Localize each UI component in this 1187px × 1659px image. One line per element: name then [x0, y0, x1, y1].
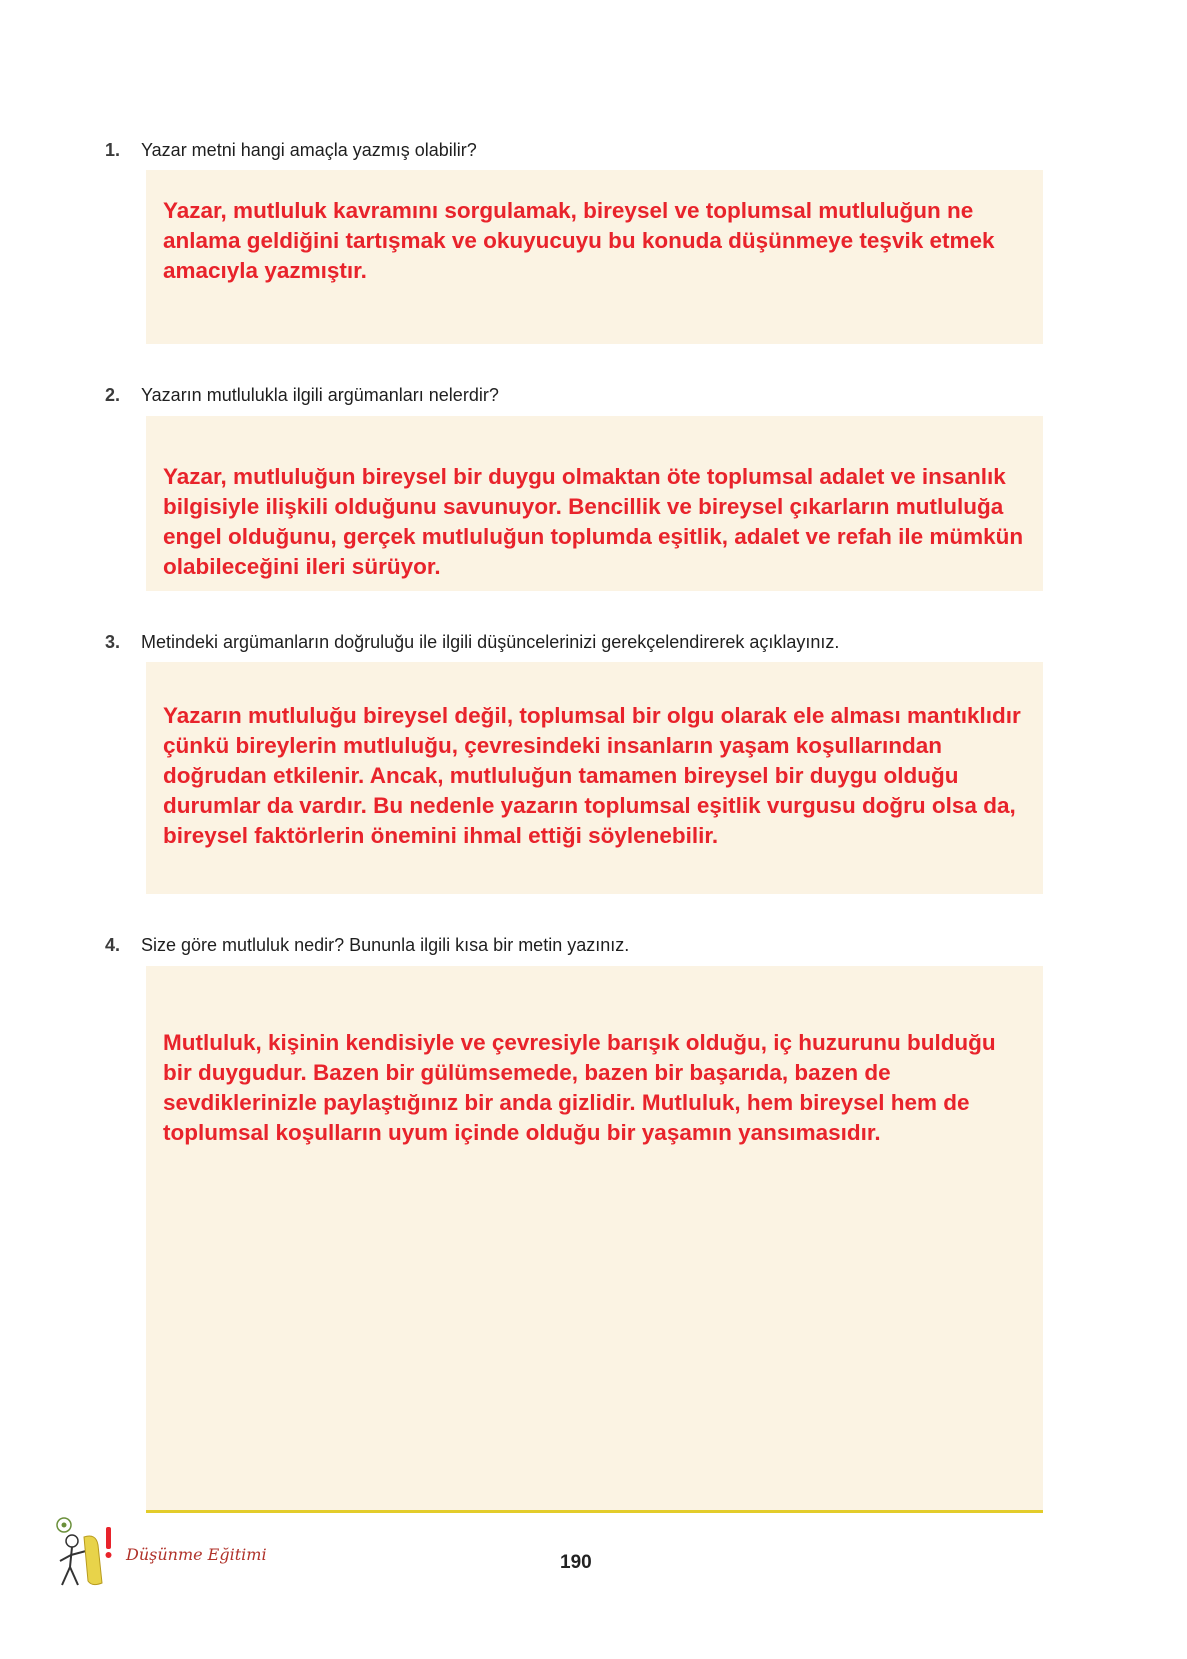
question-3 — [105, 628, 1045, 658]
question-1 — [105, 136, 1045, 166]
question-text: Yazar metni hangi amaçla yazmış olabilir? — [141, 140, 477, 160]
question-number: 3. — [105, 632, 121, 652]
question-number: 2. — [105, 385, 121, 405]
footer-brand: Düşünme Eğitimi — [126, 1545, 267, 1564]
question-2 — [105, 381, 1045, 411]
answer-text: Yazar, mutluluk kavramını sorgulamak, bireysel ve toplumsal mutluluğun ne anlama geldiğini tartışmak ve okuyucuyu bu konuda düşünmeye teşvik etmek amacıyla yazmıştır. — [163, 198, 995, 283]
answer-box-4[interactable] — [146, 966, 1043, 1510]
question-number: 4. — [105, 935, 121, 955]
question-text: Yazarın mutlulukla ilgili argümanları nelerdir? — [141, 385, 499, 405]
answer-box-3[interactable] — [146, 662, 1043, 894]
answer-text: Yazarın mutluluğu bireysel değil, toplumsal bir olgu olarak ele alması mantıklıdır çünkü bireylerin mutluluğu, çevresindeki insanların yaşam koşullarından doğrudan etkilenir. Ancak, mutluluğun tamamen bireysel bir duygu olduğu durumlar da vardır. Bu nedenle yazarın toplumsal eşitlik vurgusu doğru olsa da, bireysel faktörlerin önemini ihmal ettiği söylenebilir. — [163, 703, 1021, 848]
answer-text: Mutluluk, kişinin kendisiyle ve çevresiyle barışık olduğu, iç huzurunu bulduğu bir duygudur. Bazen bir gülümsemede, bazen bir başarıda, bazen de sevdiklerinizle paylaştığınız bir anda gizlidir. Mutluluk, hem bireysel hem de toplumsal koşulların uyum içinde olduğu bir yaşamın yansımasıdır. — [163, 1030, 996, 1145]
bottom-divider — [146, 1510, 1043, 1513]
question-text: Metindeki argümanların doğruluğu ile ilgili düşüncelerinizi gerekçelendirerek açıklayınız. — [141, 632, 840, 652]
answer-box-2[interactable] — [146, 416, 1043, 591]
answer-text: Yazar, mutluluğun bireysel bir duygu olmaktan öte toplumsal adalet ve insanlık bilgisiyle ilişkili olduğunu savunuyor. Bencillik ve bireysel çıkarların mutluluğa engel olduğunu, gerçek mutluluğun toplumda eşitlik, adalet ve refah ile mümkün olabileceğini ileri sürüyor. — [163, 464, 1024, 579]
thinking-figure-logo-icon — [52, 1515, 116, 1589]
page-number: 190 — [560, 1552, 592, 1573]
question-text: Size göre mutluluk nedir? Bununla ilgili kısa bir metin yazınız. — [141, 935, 630, 955]
answer-box-1[interactable] — [146, 170, 1043, 344]
question-number: 1. — [105, 140, 121, 160]
question-4 — [105, 931, 1045, 961]
